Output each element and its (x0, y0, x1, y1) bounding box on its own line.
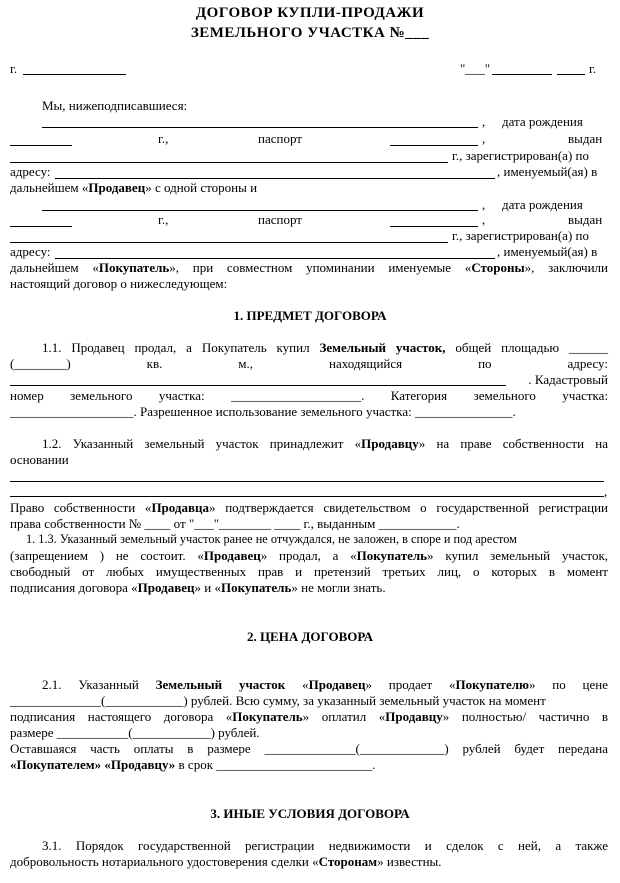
seller-address-label: адресу: (10, 164, 51, 179)
p13-line1: 1. 1.3. Указанный земельный участок ранее не отчуждался, не заложен, в споре и под арестом (26, 532, 517, 546)
section1-heading: 1. ПРЕДМЕТ ДОГОВОРА (233, 308, 387, 323)
buyer-address-label: адресу: (10, 244, 51, 259)
p11-line1: 1.1. Продавец продал, а Покупатель купил Земельный участок, общей площадью ______ (42, 340, 608, 355)
buyer-named: , именуемый(ая) в (497, 244, 598, 259)
p12-basis-blank2 (10, 496, 604, 497)
seller-named: , именуемый(ая) в (497, 164, 598, 179)
buyer-name-blank (42, 210, 478, 211)
we-signed: Мы, нижеподписавшиеся: (42, 98, 188, 113)
year-suffix: г. (589, 61, 597, 76)
buyer-registered-label: г., зарегистрирован(а) по (452, 228, 589, 243)
seller-address-blank (55, 178, 495, 179)
comma: , (482, 131, 486, 146)
seller-name-blank (42, 127, 478, 128)
seller-passport-blank (390, 145, 478, 146)
ownership-line2: права собственности № ____ от "___"________ ____ г., выданным ____________. (10, 516, 460, 531)
seller-passport-label: паспорт (258, 131, 302, 146)
p21-line1: 2.1. Указанный Земельный участок «Продавец» продает «Покупателю» по цене (42, 677, 608, 692)
buyer-issued-label: выдан (568, 212, 603, 227)
seller-issued-label: выдан (568, 131, 603, 146)
buyer-issued-blank (10, 242, 448, 243)
comma: , (604, 484, 608, 499)
p13-line4: подписания договора «Продавец» и «Покупатель» не могли знать. (10, 580, 386, 595)
remaining-line1: Оставшаяся часть оплаты в размере ______________(_____________) рублей будет передана (10, 741, 608, 756)
concluded-text: настоящий договор о нижеследующем: (10, 276, 228, 291)
city-blank (23, 74, 126, 75)
buyer-designation: дальнейшем «Покупатель», при совместном упоминании именуемые «Стороны», заключили (10, 260, 608, 275)
comma: , (482, 114, 486, 129)
seller-issued-blank (10, 162, 448, 163)
p31-line2: добровольность нотариального удостоверения сделки «Сторонам» известны. (10, 854, 442, 869)
seller-registered-label: г., зарегистрирован(а) по (452, 148, 589, 163)
p21-line2: ______________(____________) рублей. Всю сумму, за указанный земельный участок на момент (10, 693, 546, 708)
p11-line4: номер земельного участка: ____________________. Категория земельного участка: (10, 388, 609, 403)
buyer-g: г., (158, 212, 169, 227)
p21-line4: размере ___________(____________) рублей. (10, 725, 260, 740)
p11-line5: ___________________. Разрешенное использование земельного участка: _______________. (10, 404, 516, 419)
p11-line2: (________) кв. м., находящийся по адресу: (10, 356, 609, 371)
p13-line3: свободный от любых имущественных прав и претензий третьих лиц, о которых в момент (10, 564, 608, 579)
p31-line1: 3.1. Порядок государственной регистрации недвижимости и сделок с ней, а также (42, 838, 608, 853)
seller-birth-blank (10, 145, 72, 146)
section2-heading: 2. ЦЕНА ДОГОВОРА (246, 629, 374, 644)
section3-heading: 3. ИНЫЕ УСЛОВИЯ ДОГОВОРА (210, 806, 410, 821)
month-blank (492, 74, 552, 75)
buyer-address-blank (55, 258, 495, 259)
seller-g: г., (158, 131, 169, 146)
document-title-line2: ЗЕМЕЛЬНОГО УЧАСТКА №___ (190, 25, 430, 41)
year-blank (557, 74, 585, 75)
p12-line1: 1.2. Указанный земельный участок принадлежит «Продавцу» на праве собственности на (42, 436, 608, 451)
seller-birth-label: дата рождения (502, 114, 583, 129)
buyer-birth-label: дата рождения (502, 197, 583, 212)
date-quotes: "___" (460, 61, 491, 76)
p12-basis-blank1 (10, 481, 604, 482)
p12-basis: основании (10, 452, 69, 467)
p21-line3: подписания настоящего договора «Покупатель» оплатил «Продавцу» полностью/ частично в (10, 709, 608, 724)
document-title-line1: ДОГОВОР КУПЛИ-ПРОДАЖИ (195, 5, 425, 21)
comma: , (482, 197, 486, 212)
buyer-passport-label: паспорт (258, 212, 302, 227)
seller-designation: дальнейшем «Продавец» с одной стороны и (10, 180, 258, 195)
p11-address-blank (10, 385, 506, 386)
p13-line2: (запрещением ) не состоит. «Продавец» продал, а «Покупатель» купил земельный участок, (10, 548, 609, 563)
buyer-birth-blank (10, 226, 72, 227)
remaining-line2: «Покупателем» «Продавцу» в срок ________________________. (10, 757, 376, 772)
ownership-line1: Право собственности «Продавца» подтверждается свидетельством о государственной регистрации (10, 500, 608, 515)
comma: , (482, 212, 486, 227)
buyer-passport-blank (390, 226, 478, 227)
city-prefix: г. (10, 61, 18, 76)
p11-line3-end: . Кадастровый (528, 372, 608, 387)
